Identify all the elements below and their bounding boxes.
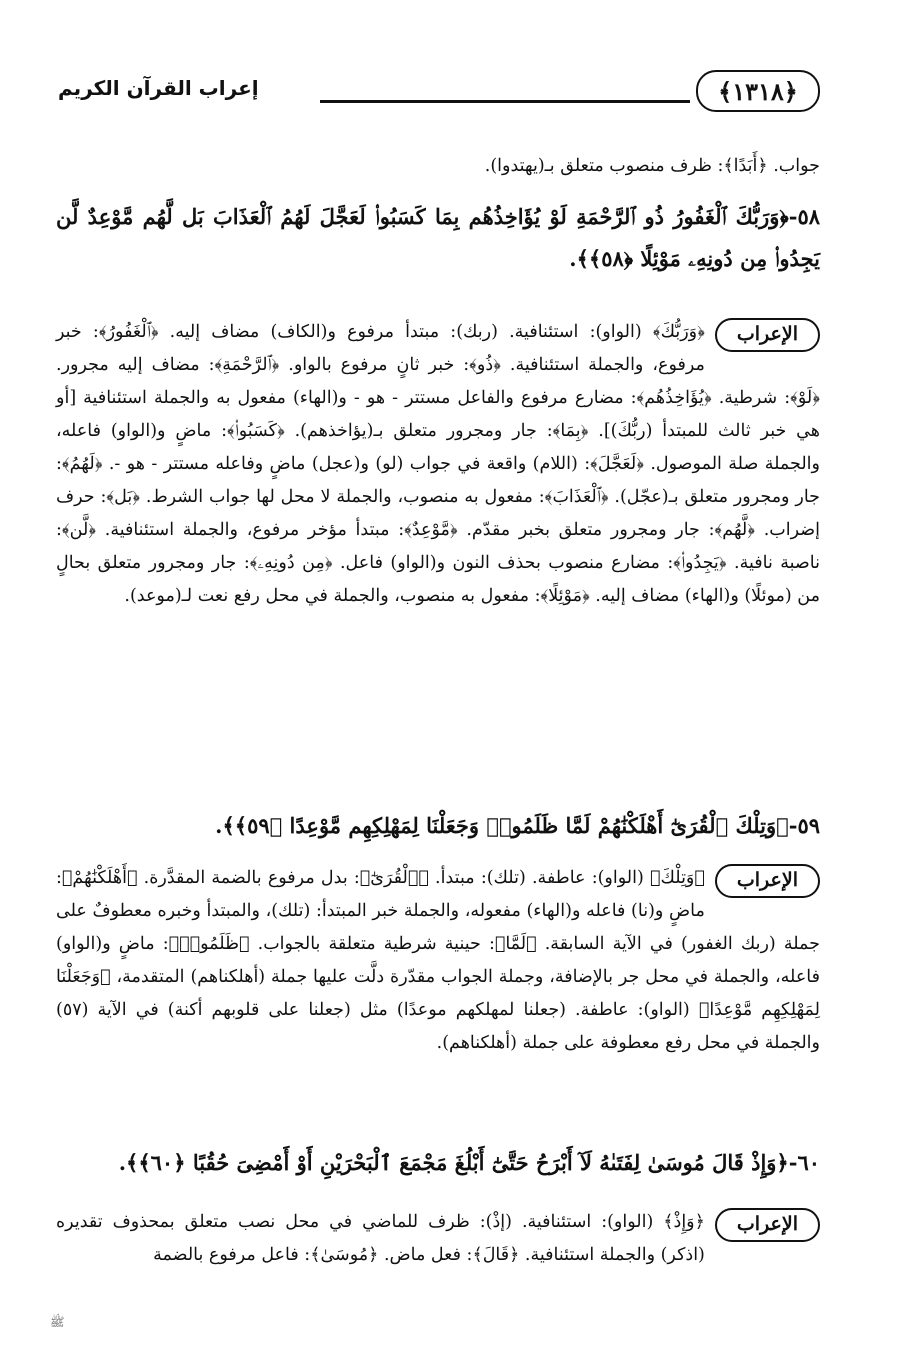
intro-text: جواب. ﴿أَبَدًا﴾: ظرف منصوب متعلق بـ(يهتدوا). (484, 156, 820, 176)
irab-59-text: ﴿وَتِلْكَ﴾ (الواو): عاطفة. (تلك): مبتدأ. ﴿ٱلْقُرَىٰٓ﴾: بدل مرفوع بالضمة المقدَّرة. ﴿أَهْلَكْنَٰهُمْ﴾: ماضٍ و(نا) فاعله و(الهاء) مفعوله، والجملة خبر المبتدأ: (تلك)، والمبتدأ وخبره معطوفٌ على جملة (ربك الغفور) في الآية السابقة. ﴿لَمَّا﴾: حينية شرطية متعلقة بالجواب. ﴿ظَلَمُوا۟﴾: ماضٍ و(الواو) فاعله، والجملة في محل جر بالإضافة، وجملة الجواب مقدّرة دلَّت عليها جملة (أهلكناهم) المتقدمة، ﴿وَجَعَلْنَا لِمَهْلِكِهِم مَّوْعِدًا﴾ (الواو): عاطفة. (جعلنا لمهلكهم موعدًا) مثل (جعلنا على قلوبهم أكنة) في الآية (٥٧) والجملة في محل رفع معطوفة على جملة (أهلكناهم). (56, 868, 820, 1053)
verse-58: ٥٨-﴿وَرَبُّكَ ٱلْغَفُورُ ذُو ٱلرَّحْمَةِ لَوْ يُؤَاخِذُهُم بِمَا كَسَبُوا۟ لَعَجَّلَ لَهُمُ ٱلْعَذَابَ بَل لَّهُم مَّوْعِدٌ لَّن يَجِدُوا۟ مِن دُونِهِۦ مَوْئِلًا ﴿٥٨﴾﴾. (56, 204, 820, 271)
verse-60: ٦٠-﴿وَإِذْ قَالَ مُوسَىٰ لِفَتَىٰهُ لَآ أَبْرَحُ حَتَّىٰٓ أَبْلُغَ مَجْمَعَ ٱلْبَحْرَيْنِ أَوْ أَمْضِىَ حُقُبًا ﴿٦٠﴾﴾. (118, 1150, 820, 1175)
page-header (58, 70, 820, 110)
header-rule (320, 100, 690, 103)
irab-label: الإعراب (715, 318, 820, 352)
footer-mark: ﷺ (50, 1315, 65, 1329)
irab-label: الإعراب (715, 864, 820, 898)
irab-60 (56, 1206, 820, 1272)
verse-59: ٥٩-﴿وَتِلْكَ ٱلْقُرَىٰٓ أَهْلَكْنَٰهُمْ لَمَّا ظَلَمُوا۟ وَجَعَلْنَا لِمَهْلِكِهِم مَّوْعِدًا ﴿٥٩﴾﴾. (215, 813, 820, 838)
irab-label: الإعراب (715, 1208, 820, 1242)
book-title: إعراب القرآن الكريم (58, 76, 259, 100)
page-number-badge: ﴿١٣١٨﴾ (696, 70, 820, 112)
irab-59 (56, 862, 820, 1060)
irab-58-text: ﴿وَرَبُّكَ﴾ (الواو): استئنافية. (ربك): مبتدأ مرفوع و(الكاف) مضاف إليه. ﴿ٱلْغَفُورُ﴾: خبر مرفوع، والجملة استئنافية. ﴿ذُو﴾: خبر ثانٍ مرفوع بالواو. ﴿ٱلرَّحْمَةِ﴾: مضاف إليه مجرور. ﴿لَوْ﴾: شرطية. ﴿يُؤَاخِذُهُم﴾: مضارع مرفوع والفاعل مستتر - هو - و(الهاء) مفعول به والجملة استئنافية [أو هي خبر ثالث للمبتدأ (ربُّكَ)]. ﴿بِمَا﴾: جار ومجرور متعلق بـ(يؤاخذهم). ﴿كَسَبُوا۟﴾: ماضٍ و(الواو) فاعله، والجملة صلة الموصول. ﴿لَعَجَّلَ﴾: (اللام) واقعة في جواب (لو) و(عجل) ماضٍ وفاعله مستتر - هو -. ﴿لَهُمُ﴾: جار ومجرور متعلق بـ(عجّل). ﴿ٱلْعَذَابَ﴾: مفعول به منصوب، والجملة لا محل لها جواب الشرط. ﴿بَل﴾: حرف إضراب. ﴿لَّهُم﴾: جار ومجرور متعلق بخبر مقدّم. ﴿مَّوْعِدٌ﴾: مبتدأ مؤخر مرفوع، والجملة استئنافية. ﴿لَّن﴾: ناصبة نافية. ﴿يَجِدُوا۟﴾: مضارع منصوب بحذف النون و(الواو) فاعل. ﴿مِن دُونِهِۦ﴾: جار ومجرور متعلق بحالٍ من (موئلًا) و(الهاء) مضاف إليه. ﴿مَوْئِلًا﴾: مفعول به منصوب، والجملة في محل رفع نعت لـ(موعد). (56, 322, 820, 606)
irab-60-text: ﴿وَإِذْ﴾ (الواو): استئنافية. (إذْ): ظرف للماضي في محل نصب متعلق بمحذوف تقديره (اذكر) والجملة استئنافية. ﴿قَالَ﴾: فعل ماض. ﴿مُوسَىٰ﴾: فاعل مرفوع بالضمة (56, 1212, 705, 1265)
irab-58 (56, 316, 820, 613)
